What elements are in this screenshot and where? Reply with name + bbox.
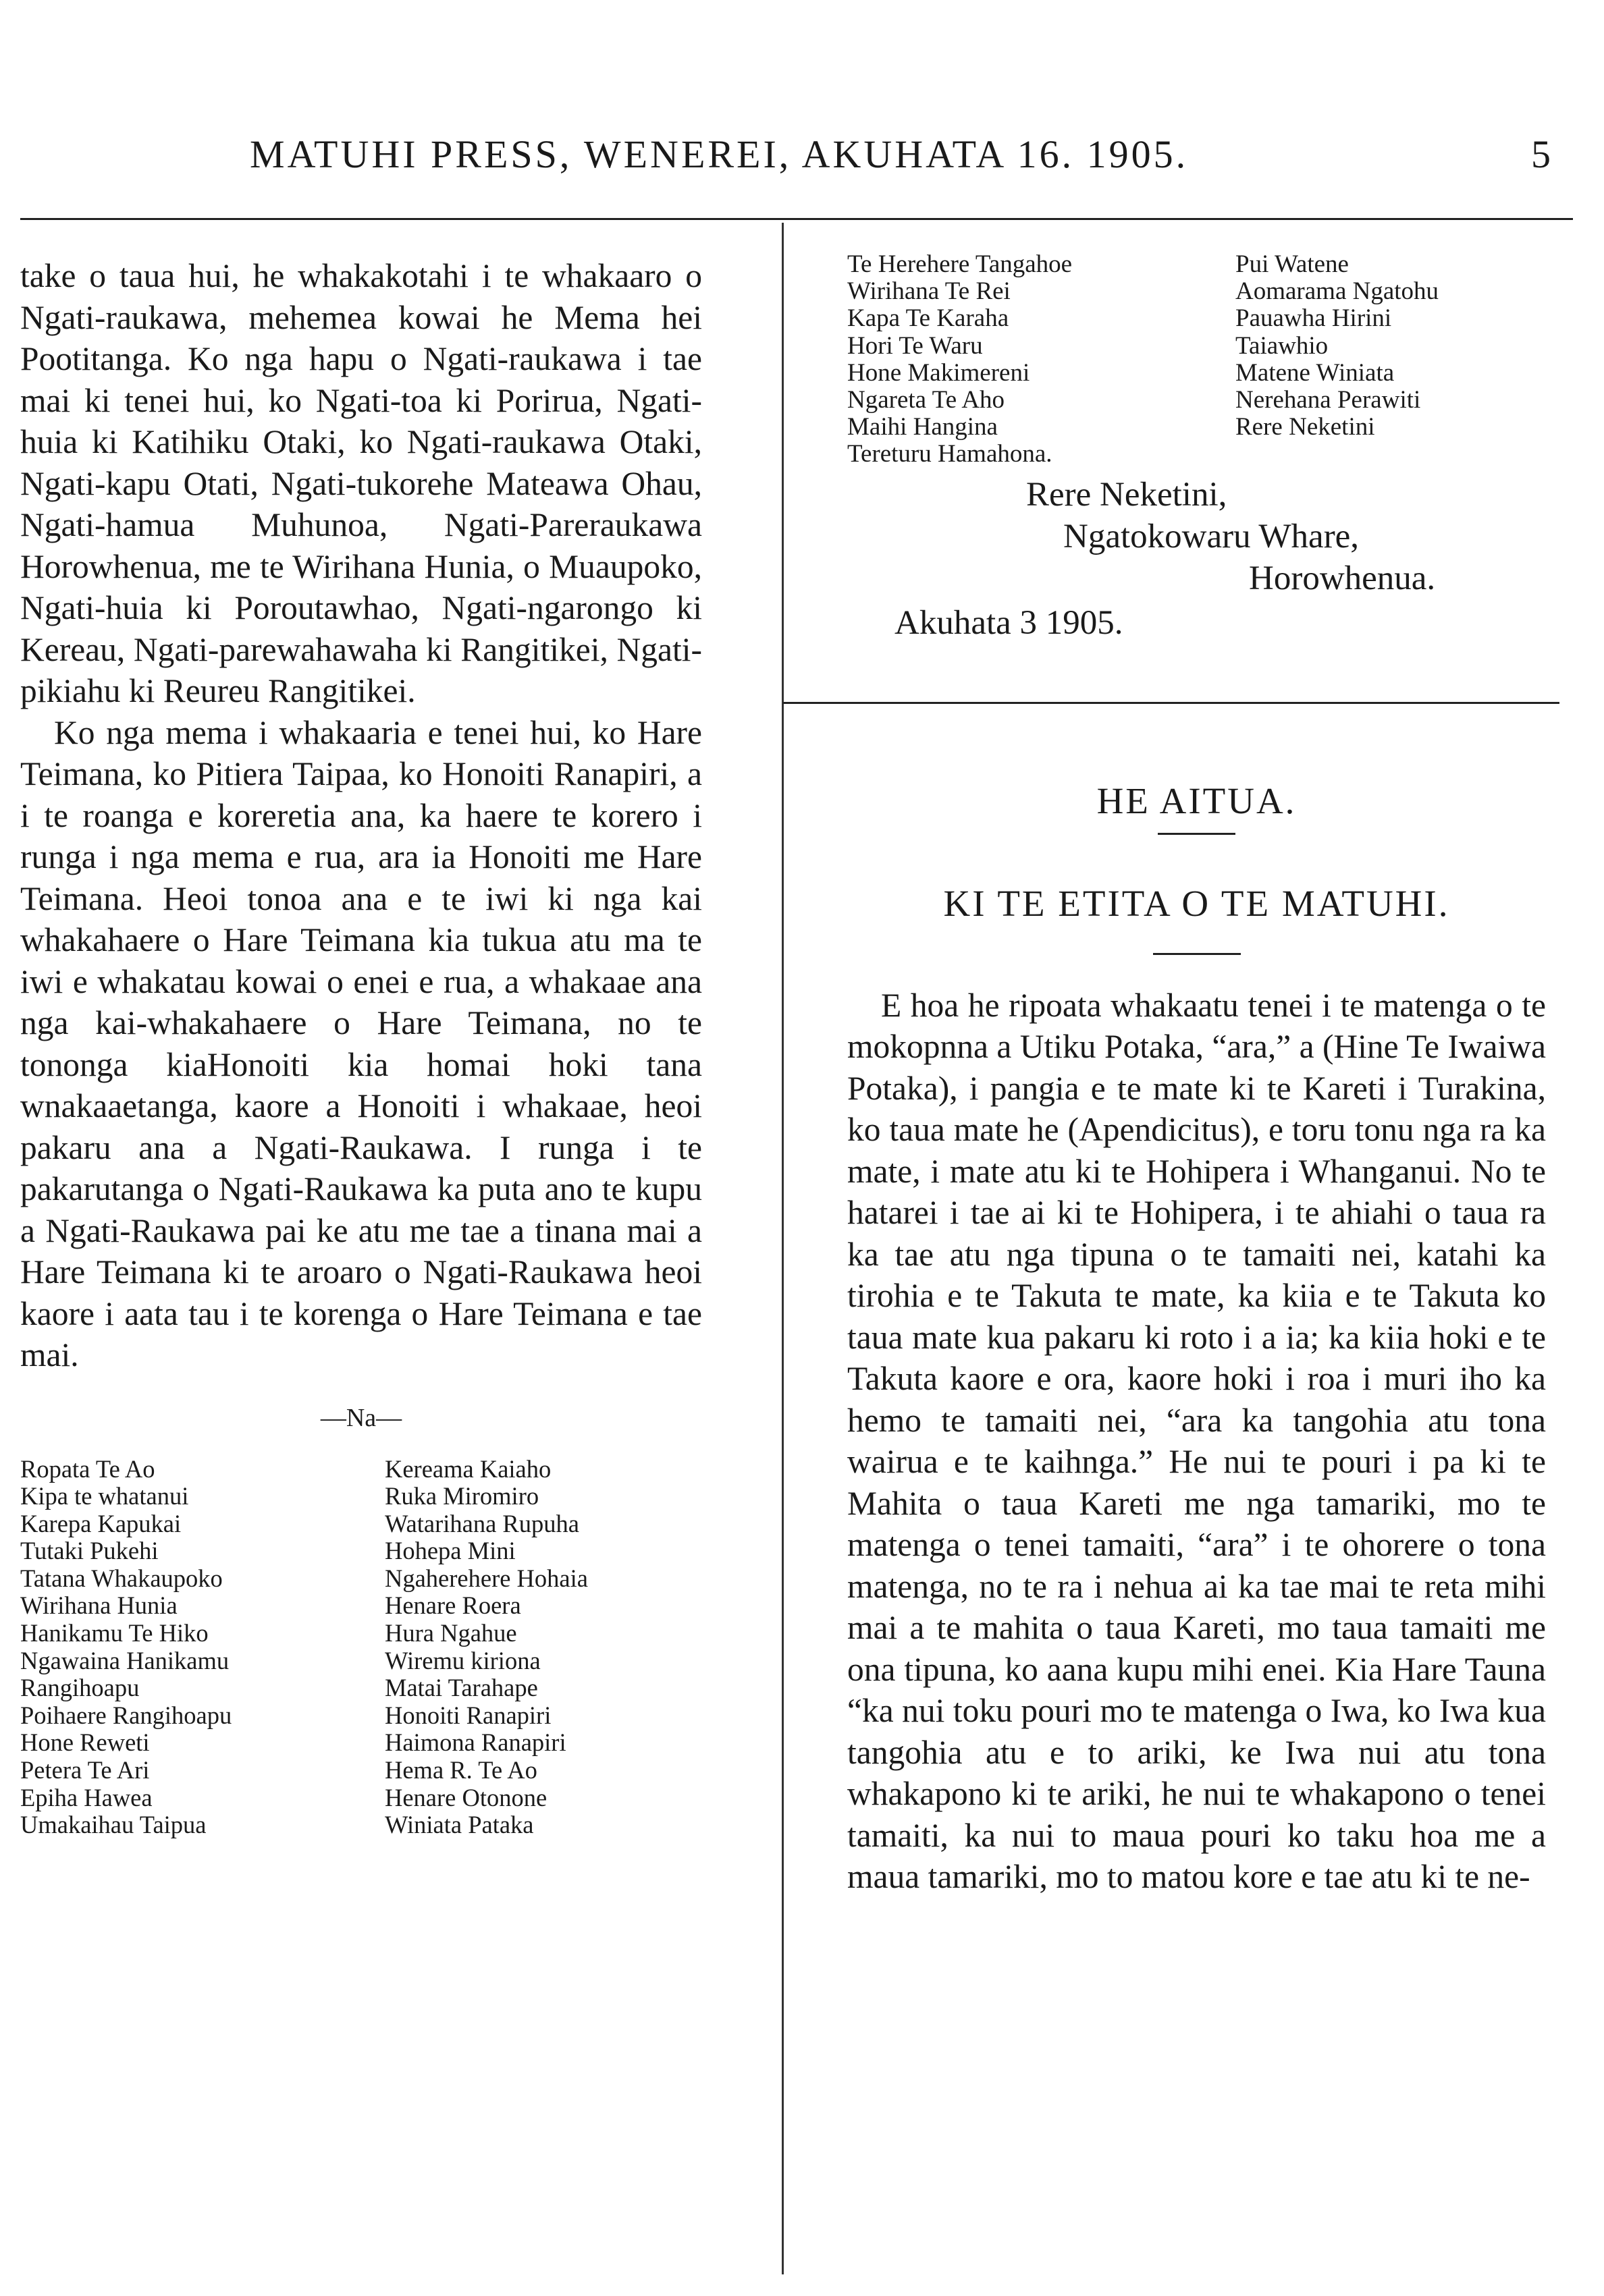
signatory-name: Ngawaina Hanikamu	[20, 1646, 230, 1674]
signatory-name: Wiremu kiriona	[385, 1646, 541, 1674]
signatories-column-2	[385, 1456, 702, 1839]
letter-date: Akuhata 3 1905.	[894, 603, 1123, 642]
signatory-name: Aomarama Ngatohu	[1235, 277, 1439, 306]
heading-underline	[1158, 833, 1235, 835]
heading-separator	[1153, 953, 1241, 955]
signatory-name: Ngaherehere Hohaia	[385, 1564, 588, 1592]
signatory-name: Ropata Te Ao	[20, 1454, 155, 1483]
signatory-name: Haimona Ranapiri	[385, 1728, 566, 1757]
signatory-name: Rere Neketini	[1235, 413, 1375, 441]
column-divider	[782, 223, 784, 2274]
section-rule	[783, 702, 1559, 704]
signatory-name: Kipa te whatanui	[20, 1482, 189, 1510]
signatory-name: Henare Otonone	[385, 1783, 547, 1811]
signatory-name: Hohepa Mini	[385, 1537, 516, 1565]
page-header	[0, 132, 1604, 192]
signatory-name: Karepa Kapukai	[20, 1509, 182, 1537]
continued-signatories-column-1	[847, 251, 1225, 468]
signatory-name: Petera Te Ari	[20, 1756, 150, 1784]
continued-signatories-list	[847, 251, 1546, 468]
signatory-name: Winiata Pataka	[385, 1811, 534, 1839]
signature-region: Horowhenua.	[1249, 559, 1436, 597]
signatory-name: Hone Reweti	[20, 1728, 150, 1757]
signatory-name: Te Herehere Tangahoe	[847, 250, 1073, 278]
signatory-name: Poihaere Rangihoapu	[20, 1701, 232, 1729]
article-paragraph-1: take o taua hui, he whakakotahi i te whakaaro o Ngati-raukawa, mehemea kowai he Mema hei Pootitanga. Ko nga hapu o Ngati-raukawa i tae mai ki tenei hui, ko Ngati-toa ki Porirua, Ngati-huia ki Katihiku Otaki, ko Ngati-raukawa Otaki, Ngati-kapu Otati, Ngati-tukorehe Mateawa Ohau, Ngati-hamua Muhunoa, Ngati-Pareraukawa Horowhenua, me te Wirihana Hunia, o Muaupoko, Ngati-huia ki Poroutawhao, Ngati-ngarongo ki Kereau, Ngati-parewahawaha ki Rangitikei, Ngati-pikiahu ki Reureu Rangitikei.	[20, 257, 702, 709]
signatory-name: Tereturu Hamahona.	[847, 440, 1052, 468]
left-column	[20, 255, 702, 1839]
signatory-name: Matai Tarahape	[385, 1674, 538, 1702]
signatories-label: —Na—	[320, 1403, 402, 1432]
signatory-name: Hanikamu Te Hiko	[20, 1619, 209, 1647]
header-rule	[20, 218, 1573, 220]
signatory-name: Hura Ngahue	[385, 1619, 517, 1647]
page-number: 5	[1531, 132, 1551, 176]
signatory-name: Watarihana Rupuha	[385, 1509, 579, 1537]
signatory-name: Kapa Te Karaha	[847, 304, 1009, 333]
section-heading: HE AITUA.	[1096, 780, 1297, 821]
masthead-title: MATUHI PRESS, WENEREI, AKUHATA 16. 1905.	[250, 132, 1189, 176]
signatory-name: Hori Te Waru	[847, 331, 983, 360]
signatory-name: Hone Makimereni	[847, 358, 1030, 387]
signature-place: Ngatokowaru Whare,	[1063, 517, 1360, 555]
continued-signatories-column-2	[1235, 251, 1546, 468]
signatory-name: Nerehana Perawiti	[1235, 386, 1421, 414]
signature-block	[847, 474, 1546, 599]
signatory-name: Rangihoapu	[20, 1674, 140, 1702]
signatory-name: Hema R. Te Ao	[385, 1756, 537, 1784]
signatory-name: Ruka Miromiro	[385, 1482, 539, 1510]
signatory-name: Tutaki Pukehi	[20, 1537, 159, 1565]
signatory-name: Wirihana Te Rei	[847, 277, 1011, 306]
signature-name: Rere Neketini,	[1026, 475, 1227, 514]
signatory-name: Honoiti Ranapiri	[385, 1701, 552, 1729]
article-paragraph-2: Ko nga mema i whakaaria e tenei hui, ko Hare Teimana, ko Pitiera Taipaa, ko Honoiti Ranapiri, a i te roanga e koreretia ana, ka haere te korero i runga i nga mema e rua, ara ia Honoiti me Hare Teimana. Heoi tonoa ana e te iwi ki nga kai whakahaere o Hare Teimana kia tukua atu ma te iwi e whakatau kowai o enei e rua, a whakaae ana nga kai-whakahaere o Hare Teimana, no te tononga kiaHonoiti kia homai hoki tana wnakaaetanga, kaore a Honoiti i whakaae, heoi pakaru ana a Ngati-Raukawa. I runga i te pakarutanga o Ngati-Raukawa ka puta ano te kupu a Ngati-Raukawa pai ke atu me tae a tinana mai a Hare Teimana ki te aroaro o Ngati-Raukawa heoi kaore i aata tau i te korenga o Hare Teimana e tae mai.	[20, 713, 702, 1373]
signatory-name: Maihi Hangina	[847, 413, 998, 441]
signatory-name: Epiha Hawea	[20, 1783, 153, 1811]
obituary-body	[847, 985, 1546, 1898]
signatory-name: Taiawhio	[1235, 331, 1329, 360]
right-column	[847, 250, 1546, 1898]
signatories-column-1	[20, 1456, 371, 1839]
signatory-name: Wirihana Hunia	[20, 1591, 178, 1620]
signatory-name: Tatana Whakaupoko	[20, 1564, 223, 1592]
signatory-name: Pauawha Hirini	[1235, 304, 1392, 333]
signatories-list	[20, 1456, 702, 1839]
obituary-paragraph: E hoa he ripoata whakaatu tenei i te matenga o te mokopnna a Utiku Potaka, “ara,” a (Hine Te Iwaiwa Potaka), i pangia e te mate ki te Kareti i Turakina, ko taua mate he (Apendicitus), e toru tonu nga ra ka mate, i mate atu ki te Hohipera i Whanganui. No te hatarei i tae ai ki te Hohipera, i te ahiahi o taua ra ka tae atu nga tipuna o te tamaiti nei, katahi ka tirohia e te Takuta te mate, ka kiia e te Takuta ko taua mate kua pakaru ki roto i a ia; ka kiia hoki e te Takuta kaore e ora, kaore hoki i roa i muri iho ka hemo te tamaiti nei, “ara ka tangohia atu tona wairua e te kaihnga.” He nui te pouri i pa ki te Mahita o taua Kareti me nga tamariki, mo te matenga o tenei tamaiti, “ara” i te ohorere o tona matenga, no te ra i nehua ai ka tae mai te reta mihi mai a te mahita o taua Kareti, mo taua tamaiti me ona tipuna, ko aana kupu mihi enei. Kia Hare Tauna “ka nui toku pouri mo te matenga o Iwa, ko Iwa kua tangohia atu e to ariki, ke Iwa nui atu tona whakapono ki te ariki, he nui te whakapono o tenei tamaiti, ka nui to maua pouri ko taku hoa me a maua tamariki, mo to matou kore e tae atu ki te ne-	[847, 986, 1546, 1896]
letter-salutation-heading: KI TE ETITA O TE MATUHI.	[943, 882, 1450, 924]
signatory-name: Kereama Kaiaho	[385, 1454, 552, 1483]
signatory-name: Ngareta Te Aho	[847, 386, 1005, 414]
signatory-name: Umakaihau Taipua	[20, 1811, 207, 1839]
signatory-name: Henare Roera	[385, 1591, 521, 1620]
signatory-name: Matene Winiata	[1235, 358, 1395, 387]
signatory-name: Pui Watene	[1235, 250, 1349, 278]
